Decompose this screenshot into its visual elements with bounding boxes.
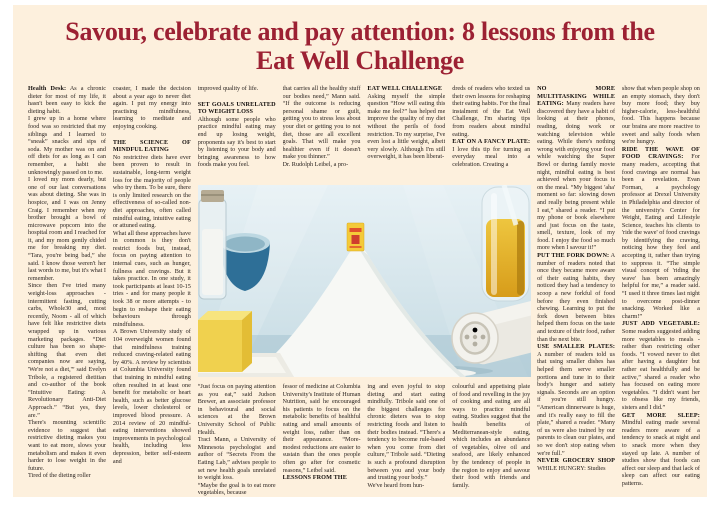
paragraph: improved quality of life. [197,85,259,92]
section-heading-inline: NEVER GROCERY SHOP [537,457,616,465]
salt-hole [473,342,478,347]
column-text-below-photo [452,383,530,497]
paragraph: GET MORE SLEEP: Mindful eating made several readers more aware of a tendency to snack at night and to snack more when they stayed up late. A number of studies show that foods can affect our sleep and that lack of sleep can affect our eating patterns. [621,411,700,487]
column-text-below-photo [198,383,276,497]
salt-hole [465,335,470,340]
section-heading-inline: NO MORE MULTITASKING WHILE EATING: [537,85,616,108]
paragraph: We've heard from hun- [367,481,425,489]
column-text-below-photo [283,383,361,497]
oil-bottle-highlight [491,193,497,295]
paragraph: PUT THE FORK DOWN: A number of readers noted that once they became more aware of their eating habits, they noticed they had a tendency to scoop a new forkful of food before they even finished chewing. Learning to put the fork down between bites helped them focus on the taste and texture of their food, rather than the next bite. [537,252,616,343]
butter-block-side [242,311,252,372]
butter-block [198,320,242,372]
paragraph: I grew up in a home where food was so restricted that my siblings and I learned to “sneak” snacks and sips of soda. My mother was on and off diets for as long as I can remember, a habit she unknowingly passed on to me. [28,115,106,176]
newspaper-page [13,5,707,497]
salt-hole [473,328,478,333]
paragraph: A Brown University study of 104 overweight women found that mindfulness training reduced craving-related eating by 40%. A review by scientists at Columbia University found that training in mindful eating often resulted in at least one benefit for metabolic or heart health, such as better glucose levels, lower cholesterol or improved blood pressure. A 2014 review of 20 mindful-eating interventions showed improvements in psychological health, including less depression, better self-esteem and [112,328,191,465]
paragraph: JUST ADD VEGETABLE: Some readers suggested adding more vegetables to meals - rather than restricting other foods. “I vowed never to diet after having a daughter but rather eat healthfully and be active,” shared a reader who has focused on eating more vegetables. “I didn't want her to obsess like my friends, sisters and I did.” [621,320,700,411]
salt-hole [481,335,486,340]
section-heading-inline: RIDE THE WAVE OF FOOD CRAVINGS: [621,145,700,161]
section-heading-inline: GET MORE SLEEP: [621,411,700,419]
paragraph: Traci Mann, a University of Minnesota psychologist and author of “Secrets From the Eating Lab,” advises people to set new health goals unrelated to weight loss. [197,436,276,482]
section-heading: EAT WELL CHALLENGE [367,85,443,92]
article-column-2 [113,85,191,497]
cake-mix-box-art [352,235,360,244]
section-heading-inline: USE SMALLER PLATES: [537,343,616,351]
column-text-above-photo [198,85,276,185]
paragraph: I loved my mom dearly, but one of our last conversations was about dieting. She was in hospice, and I was on Jenny Craig. I remember when my brother brought a bowl of microwave popcorn into the hospital room and I reached for it, and my mom gently chided me for breaking my diet. “Tara, you're being bad,” she said. I know those weren't her last words to me, but it's what I remember. [28,176,106,282]
paragraph: Although some people who practice mindful eating may end up losing weight, proponents say it's best to start by listening to your body and bringing awareness to how foods make you feel. [197,115,276,169]
paragraph: Since then I've tried many weight-loss approaches - intermittent fasting, cutting carbs, Whole30 and, most recently, Noom - all of which have felt like restrictive diets wrapped up in various marketing packages. “Diet culture has been so shape-shifting that even diet companies now are saying, 'We're not a diet,'” said Evelyn Tribole, a registered dietitian and co-author of the book “Intuitive Eating: A Revolutionary Anti-Diet Approach.” “But yes, they are.” [28,282,106,419]
section-heading: SET GOALS UNRELATED TO WEIGHT LOSS [197,100,276,116]
article-column-1 [28,85,106,497]
glass-shaker-powder [202,229,223,295]
section-heading: THE SCIENCE OF MINDFUL EATING [112,138,191,154]
paragraph: Asking myself the simple question “How will eating this make me feel?” has helped me improve the quality of my diet without the perils of food restriction. To my surprise, I've even lost a little weight, albeit very slowly. Although I'm still overweight, it has been liberat- [367,92,446,161]
headline: Savour, celebrate and pay attention: 8 lessons from the Eat Well Challenge [65,17,655,75]
paragraph: “Maybe the goal is to eat more vegetables, because [197,481,276,497]
cake-mix-box-stripe [350,246,362,248]
paragraph: No restrictive diets have ever been proven to result in sustainable, long-term weight loss for the majority of people who try them. To be sure, there is only limited research on the effectiveness of so-called non-diet approaches, often called mindful eating, intuitive eating or attuned eating. [112,153,191,230]
paragraph: Dr. Rudolph Leibel, a pro- [282,160,349,168]
section-heading-inline: PUT THE FORK DOWN: [537,252,610,260]
cake-mix-box-label [350,228,362,232]
section-heading-inline: EAT ON A FANCY PLATE: [452,138,531,146]
paragraph: EAT ON A FANCY PLATE: I love this tip for turning an everyday meal into a celebration. Creating a [452,138,531,168]
salt-hole [473,335,477,339]
article-column-8 [622,85,700,497]
blue-bowl-inner [225,237,265,252]
glass-shaker-cap-ridge [201,194,224,196]
kicker-label: Health Desk: [28,85,67,92]
paragraph: dreds of readers who texted us their own lessons for reshaping their eating habits. For the final instalment of the Eat Well Challenge, I'm sharing tips from readers about mindful eating. [452,85,531,138]
paragraph: ing and even joyful to stop dieting and start eating mindfully. Tribole said one of the biggest challenges for chronic dieters was to stop restricting foods and listen to their bodies instead. “There's a tendency to become rule-based when you come from diet culture,” Tribole said. “Dieting is such a profound disruption between you and your body and trusting your body.” [367,383,446,482]
paragraph: colourful and appetising plate of food and revelling in the joy of cooking and eating are all ways to practice mindful eating. Studies suggest that the health benefits of Mediterranean-style eating, which includes an abundance of vegetables, olive oil and seafood, are likely enhanced by the tendency of people in the region to enjoy and savour their food with friends and family. [452,383,531,489]
paragraph: USE SMALLER PLATES: A number of readers told us that using smaller dishes has helped them serve smaller portions and tune in to their body's hunger and satiety signals. Seconds are an option if you're still hungry. “American dinnerware is huge, and it's really easy to fill the plate,” shared a reader. “Many of us were also trained by our parents to clean our plates, and so we don't stop eating when we're full.” [537,343,616,457]
paragraph: There's mounting scientific evidence to suggest that restrictive dieting makes you want to eat more, slows your metabolism and makes it even harder to lose weight in the future. [28,419,106,472]
paragraph: Health Desk: As a chronic dieter for most of my life, it hasn't been easy to kick the dieting habit. [28,85,106,115]
paragraph: that carries all the healthy stuff our bodies need,” Mann said. “If the outcome is reducing personal shame or guilt, getting you to stress less about your diet or getting you to not diet, those are all excellent goals. That will make you healthier even if it doesn't make you thinner.” [282,85,361,161]
column-text-above-photo [367,85,445,185]
article-column-7 [537,85,615,497]
paragraph: NEVER GROCERY SHOP WHILE HUNGRY: Studies [537,457,616,472]
food-staples-photo-art [198,185,531,377]
article-body [28,85,700,497]
paragraph: RIDE THE WAVE OF FOOD CRAVINGS: For many readers, accepting that food cravings are normal has been a revelation. Evan Forman, a psychology professor at Drexel University in Philadelphia and director of the university's Center for Weight, Eating and Lifestyle Science, teaches his clients to 'ride the wave' of food cravings by identifying the craving, noticing how they feel and accepting it, rather than trying to suppress it. “The simple visual concept of 'riding the wave' has been amazingly helpful for me,” a reader said. “I used it three times last night to overcome post-dinner snacking. Worked like a charm!” [621,145,700,320]
paragraph: Tired of the dieting roller [28,472,91,480]
oil-bottle-edge [517,221,524,295]
paragraph: coaster, I made the decision about a year ago to never diet again. I put my energy into practising mindfulness, learning to meditate and enjoying cooking. [112,85,191,130]
paragraph: NO MORE MULTITASKING WHILE EATING: Many readers have discovered they have a habit of looking at their phones, reading, doing work or watching television while eating. While there's nothing wrong with enjoying your food while watching the Super Bowl or during family movie night, mindful eating is best achieved when your focus is on the meal. “My biggest 'aha' moment so far: slowing down and really being present while I eat,” shared a reader. “I put my phone or book elsewhere and just focus on the taste, smell, texture, look of my food. I enjoy the food so much more when I savour it!” [537,85,616,252]
column-text-above-photo [283,85,361,185]
paragraph: show that when people shop on an empty stomach, they don't buy more food; they buy higher-calorie, less-healthful food. This happens because our brains are more reactive to sweet and salty foods when we're hungry. [621,85,700,146]
column-text-below-photo [367,383,445,497]
paragraph: fessor of medicine at Columbia University's Institute of Human Nutrition, said he encouraged his patients to focus on the metabolic benefits of healthful eating and small amounts of weight loss, rather than on their appearance. “More-modest reductions are easier to sustain than the ones people often go after for cosmetic reasons,” Leibel said. [282,383,361,474]
paragraph: “Just focus on paying attention as you eat,” said Judson Brewer, an associate professor in behavioural and social sciences at the Brown University School of Public Health. [197,383,276,436]
section-heading: LESSONS FROM THE [282,474,347,482]
food-staples-photo [198,185,531,377]
section-heading-inline: JUST ADD VEGETABLE: [621,320,700,328]
paragraph: What all these approaches have in common is they don't restrict foods but, instead, focus on paying attention to internal cues, such as hunger, fullness and cravings. But it takes practice. In one study, it took participants at least 10-15 tries - and for many people it took 38 or more attempts - to begin to reshape their eating behaviours through mindfulness. [112,229,191,328]
column-text-above-photo [452,85,530,185]
